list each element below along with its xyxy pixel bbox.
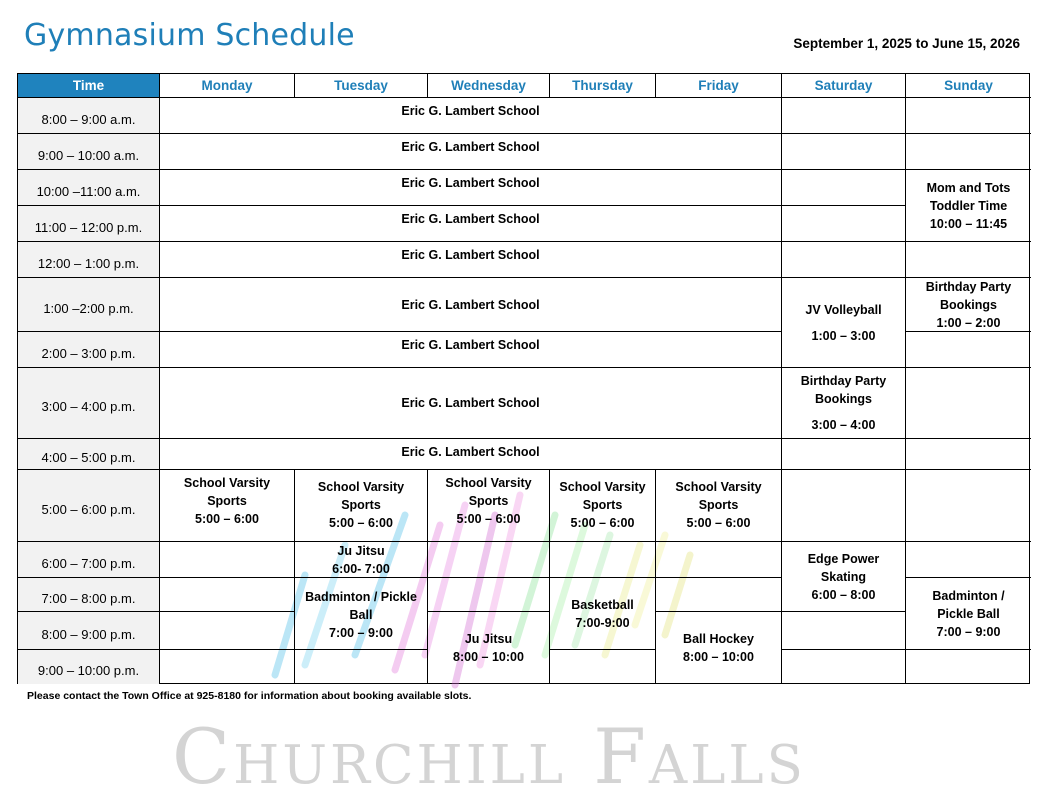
event-jv-volleyball: JV Volleyball 1:00 – 3:00	[782, 278, 906, 368]
school-block: Eric G. Lambert School	[160, 332, 782, 368]
time-slot: 6:00 – 7:00 p.m.	[18, 542, 160, 578]
empty-cell	[782, 98, 906, 134]
empty-cell	[160, 612, 295, 650]
empty-cell	[782, 242, 906, 278]
event-ju-jitsu-tuesday: Ju Jitsu 6:00- 7:00	[295, 542, 428, 578]
time-slot: 8:00 – 9:00 p.m.	[18, 612, 160, 650]
header-time: Time	[18, 74, 160, 98]
empty-cell	[906, 650, 1031, 684]
school-block: Eric G. Lambert School	[160, 98, 782, 134]
event-ball-hockey: Ball Hockey 8:00 – 10:00	[656, 612, 782, 684]
event-birthday-saturday: Birthday Party Bookings 3:00 – 4:00	[782, 368, 906, 439]
time-slot: 5:00 – 6:00 p.m.	[18, 470, 160, 542]
empty-cell	[656, 578, 782, 612]
empty-cell	[550, 650, 656, 684]
empty-cell	[782, 206, 906, 242]
empty-cell	[906, 242, 1031, 278]
event-birthday-sunday: Birthday Party Bookings 1:00 – 2:00	[906, 278, 1031, 332]
time-slot: 2:00 – 3:00 p.m.	[18, 332, 160, 368]
header-thursday: Thursday	[550, 74, 656, 98]
schedule-table	[17, 73, 1030, 684]
header-friday: Friday	[656, 74, 782, 98]
empty-cell	[906, 98, 1031, 134]
event-ju-jitsu-wednesday: Ju Jitsu 8:00 – 10:00	[428, 612, 550, 684]
empty-cell	[295, 650, 428, 684]
empty-cell	[906, 134, 1031, 170]
empty-cell	[656, 542, 782, 578]
empty-cell	[160, 542, 295, 578]
empty-cell	[906, 542, 1031, 578]
time-slot: 11:00 – 12:00 p.m.	[18, 206, 160, 242]
empty-cell	[428, 542, 550, 578]
empty-cell	[782, 170, 906, 206]
empty-cell	[782, 650, 906, 684]
school-block: Eric G. Lambert School	[160, 242, 782, 278]
churchill-falls-logo: Churchill Falls	[172, 712, 806, 801]
empty-cell	[782, 612, 906, 650]
school-block: Eric G. Lambert School	[160, 368, 782, 439]
time-slot: 9:00 – 10:00 p.m.	[18, 650, 160, 684]
event-mom-and-tots: Mom and Tots Toddler Time 10:00 – 11:45	[906, 170, 1031, 242]
time-slot: 4:00 – 5:00 p.m.	[18, 439, 160, 470]
date-range: September 1, 2025 to June 15, 2026	[793, 36, 1020, 51]
header-saturday: Saturday	[782, 74, 906, 98]
event-varsity-thursday: School Varsity Sports 5:00 – 6:00	[550, 470, 656, 542]
header-tuesday: Tuesday	[295, 74, 428, 98]
time-slot: 8:00 – 9:00 a.m.	[18, 98, 160, 134]
event-varsity-friday: School Varsity Sports 5:00 – 6:00	[656, 470, 782, 542]
time-slot: 12:00 – 1:00 p.m.	[18, 242, 160, 278]
empty-cell	[428, 578, 550, 612]
time-slot: 3:00 – 4:00 p.m.	[18, 368, 160, 439]
event-basketball: Basketball 7:00-9:00	[550, 578, 656, 650]
school-block: Eric G. Lambert School	[160, 134, 782, 170]
event-varsity-wednesday: School Varsity Sports 5:00 – 6:00	[428, 470, 550, 542]
empty-cell	[906, 332, 1031, 368]
empty-cell	[782, 134, 906, 170]
school-block: Eric G. Lambert School	[160, 206, 782, 242]
empty-cell	[906, 470, 1031, 542]
header-monday: Monday	[160, 74, 295, 98]
time-slot: 1:00 –2:00 p.m.	[18, 278, 160, 332]
empty-cell	[782, 439, 906, 470]
event-badminton-tuesday: Badminton / Pickle Ball 7:00 – 9:00	[295, 578, 428, 650]
empty-cell	[550, 542, 656, 578]
empty-cell	[906, 368, 1031, 439]
school-block: Eric G. Lambert School	[160, 278, 782, 332]
empty-cell	[160, 578, 295, 612]
header-wednesday: Wednesday	[428, 74, 550, 98]
empty-cell	[906, 439, 1031, 470]
time-slot: 9:00 – 10:00 a.m.	[18, 134, 160, 170]
event-edge-power-skating: Edge Power Skating 6:00 – 8:00	[782, 542, 906, 612]
event-varsity-monday: School Varsity Sports 5:00 – 6:00	[160, 470, 295, 542]
event-badminton-sunday: Badminton / Pickle Ball 7:00 – 9:00	[906, 578, 1031, 650]
time-slot: 7:00 – 8:00 p.m.	[18, 578, 160, 612]
page-title: Gymnasium Schedule	[24, 18, 355, 53]
school-block: Eric G. Lambert School	[160, 170, 782, 206]
footer-note: Please contact the Town Office at 925-8180 for information about booking available slots.	[27, 690, 472, 702]
school-block: Eric G. Lambert School	[160, 439, 782, 470]
event-varsity-tuesday: School Varsity Sports 5:00 – 6:00	[295, 470, 428, 542]
header-sunday: Sunday	[906, 74, 1031, 98]
empty-cell	[782, 470, 906, 542]
empty-cell	[160, 650, 295, 684]
time-slot: 10:00 –11:00 a.m.	[18, 170, 160, 206]
